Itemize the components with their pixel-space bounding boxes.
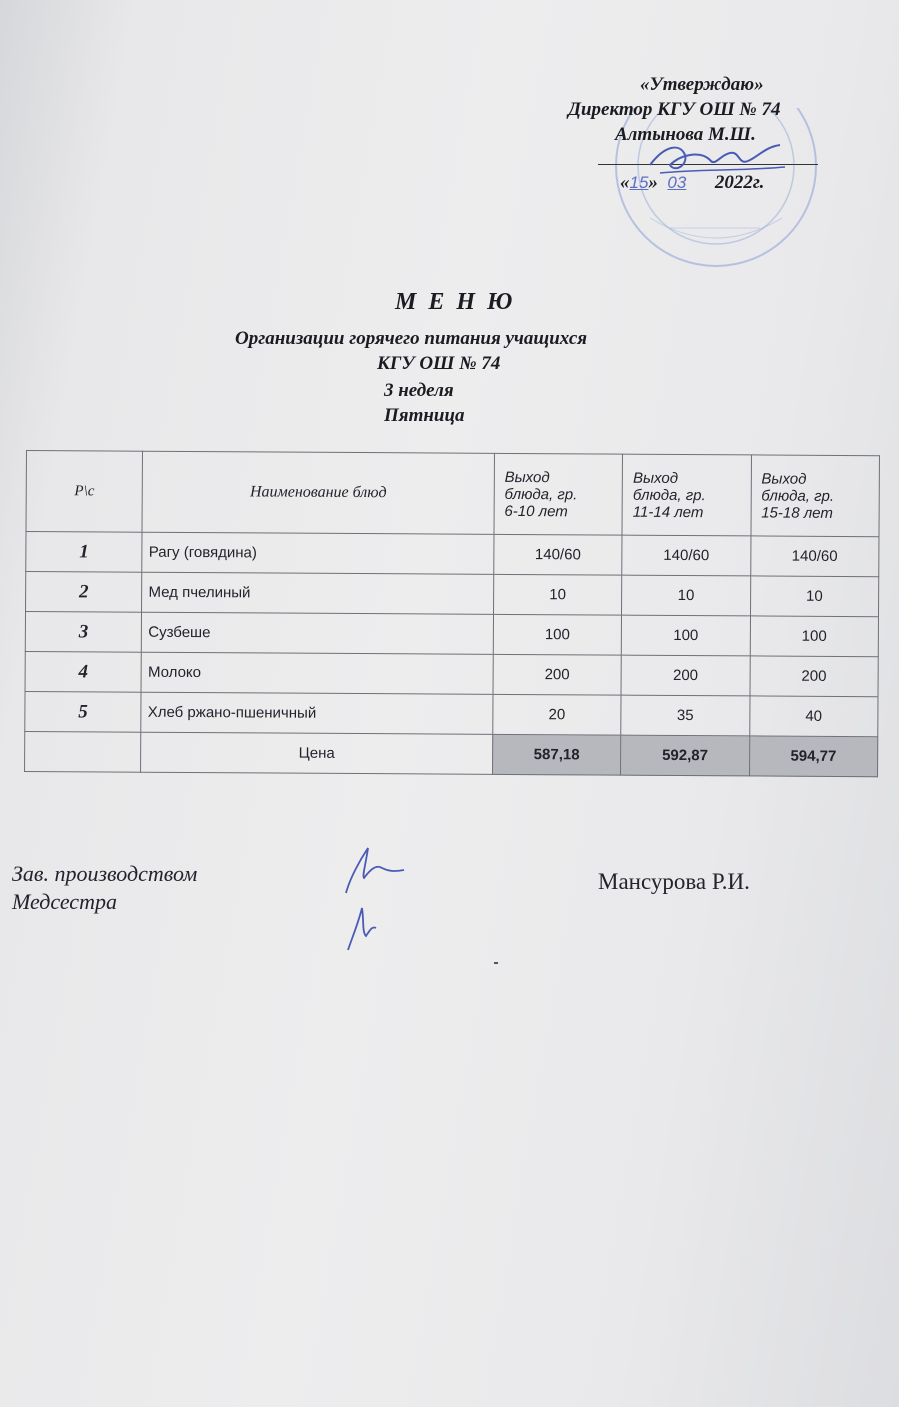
- yield-15-18: 200: [750, 656, 879, 697]
- approval-date-day: 15: [629, 173, 649, 192]
- dish-name: Сузбеше: [142, 612, 494, 654]
- menu-table: [24, 450, 880, 777]
- approval-date: «15» 03 2022г.: [620, 172, 765, 193]
- approval-date-month: 03: [667, 173, 687, 192]
- table-row: [26, 572, 879, 617]
- manager-signature-icon: [338, 838, 408, 898]
- price-6-10: 587,18: [492, 734, 621, 775]
- column-header-yield-11-14: Выход блюда, гр. 11-14 лет: [622, 454, 751, 536]
- price-label: Цена: [141, 732, 493, 774]
- yield-6-10: 20: [493, 694, 622, 735]
- row-number: 2: [26, 572, 143, 613]
- table-header-row: [26, 451, 879, 537]
- yield-6-10: 140/60: [494, 534, 623, 575]
- row-number: 1: [26, 532, 143, 573]
- day-label: Пятница: [384, 405, 465, 426]
- approval-director-name: Алтынова М.Ш.: [615, 124, 756, 145]
- school-name: КГУ ОШ № 74: [377, 353, 501, 374]
- column-header-yield-15-18: Выход блюда, гр. 15-18 лет: [751, 455, 880, 537]
- yield-6-10: 200: [493, 654, 622, 695]
- yield-15-18: 40: [749, 696, 878, 737]
- price-row-empty-cell: [25, 731, 142, 772]
- approval-date-year: 2022г.: [714, 172, 765, 193]
- dish-name: Мед пчелиный: [142, 572, 494, 614]
- column-header-dish-name: Наименование блюд: [142, 451, 494, 534]
- production-manager-role: Зав. производством: [12, 861, 198, 886]
- yield-11-14: 35: [621, 695, 750, 736]
- page-subtitle: Организации горячего питания учащихся: [235, 328, 588, 349]
- yield-11-14: 100: [621, 615, 750, 656]
- yield-6-10: 10: [493, 574, 622, 615]
- column-header-number: Р\с: [26, 451, 143, 533]
- table-row: [25, 651, 878, 696]
- row-number: 4: [25, 651, 142, 692]
- yield-11-14: 200: [621, 655, 750, 696]
- signer-name: Мансурова Р.И.: [598, 869, 750, 894]
- price-11-14: 592,87: [621, 735, 750, 776]
- page-title: М Е Н Ю: [395, 289, 516, 315]
- nurse-role: Медсестра: [12, 889, 117, 914]
- approval-position: Директор КГУ ОШ № 74: [568, 99, 781, 120]
- row-number: 3: [25, 612, 142, 653]
- dish-name: Хлеб ржано-пшеничный: [141, 692, 493, 734]
- table-row: [26, 532, 879, 577]
- row-number: 5: [25, 691, 142, 732]
- yield-6-10: 100: [493, 614, 622, 655]
- week-label: 3 неделя: [384, 380, 454, 401]
- yield-15-18: 10: [750, 576, 879, 617]
- approval-title: «Утверждаю»: [640, 74, 764, 95]
- table-row: [25, 612, 878, 657]
- ink-dot: [494, 962, 498, 964]
- director-signature-icon: [640, 125, 790, 195]
- yield-11-14: 10: [622, 575, 751, 616]
- price-row: [25, 731, 878, 776]
- table-row: [25, 691, 878, 736]
- column-header-yield-6-10: Выход блюда, гр. 6-10 лет: [494, 453, 623, 535]
- price-15-18: 594,77: [749, 736, 878, 777]
- dish-name: Рагу (говядина): [142, 532, 494, 574]
- yield-15-18: 100: [750, 616, 879, 657]
- yield-11-14: 140/60: [622, 535, 751, 576]
- nurse-signature-icon: [342, 900, 382, 955]
- yield-15-18: 140/60: [750, 536, 879, 577]
- dish-name: Молоко: [141, 652, 493, 694]
